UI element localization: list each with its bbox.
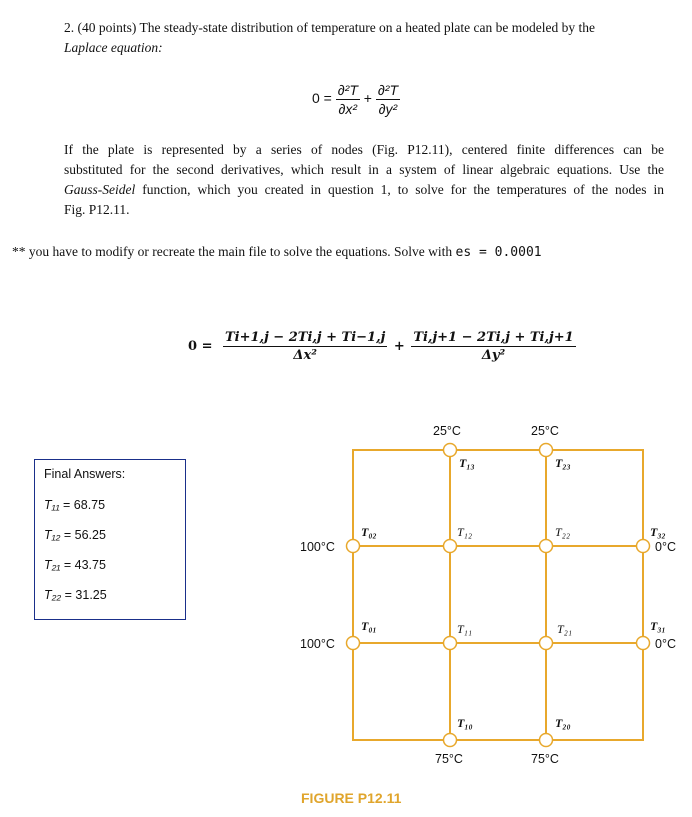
label-T10: T₁₀ [457,716,473,730]
gauss-seidel-text: Gauss-Seidel [64,182,136,197]
answer-t11-label: T₁₁ [44,498,60,512]
fd-lhs: 0 = [188,339,213,354]
boundary-top-right: 25°C [531,424,559,438]
answer-t21-label: T₂₁ [44,558,61,572]
problem-intro-italic: Laplace equation: [64,40,163,55]
node-T23 [540,444,553,457]
note-prefix: ** you have to modify or recreate the main file to solve the equations. Solve with [12,244,456,259]
node-T21 [540,637,553,650]
problem-points: (40 points) [77,20,137,35]
answer-t21-value: = 43.75 [63,558,106,572]
label-T12: T₁₂ [457,525,473,539]
fd-term2-den: Δy² [481,348,506,363]
node-T12 [444,540,457,553]
node-markers [347,444,650,747]
problem-number: 2. [64,20,75,35]
node-T11 [444,637,457,650]
label-T31: T₃₁ [650,619,666,633]
answer-t22-label: T₂₂ [44,588,62,602]
answer-t22-value: = 31.25 [64,588,107,602]
fd-term1-den: Δx² [293,348,317,363]
fd-plus: + [393,339,405,354]
answer-t12-label: T₁₂ [44,528,61,542]
figure-caption: FIGURE P12.11 [301,790,402,806]
paragraph-line-3-rest: function, which you created in question 1, to solve for the temperatures of the nodes in [135,182,664,197]
node-T10 [444,734,457,747]
label-T23: T₂₃ [555,456,571,470]
node-T13 [444,444,457,457]
boundary-bottom-left: 75°C [435,752,463,766]
label-T32: T₃₂ [650,525,666,539]
paragraph-line-2: substituted for the second derivatives, which result in a system of linear algebraic equations. Use the [64,162,664,177]
answer-t12-value: = 56.25 [63,528,106,542]
fd-term2-num: Ti,j+1 − 2Ti,j + Ti,j+1 [413,330,574,345]
paragraph-line-4: Fig. P12.11. [64,202,130,217]
laplace-term2-num: ∂²T [377,82,398,98]
node-T31 [637,637,650,650]
boundary-right-upper: 0°C [655,540,676,554]
node-T02 [347,540,360,553]
label-T21: T₂₁ [557,622,573,636]
label-T01: T₀₁ [361,619,377,633]
note-code: es = 0.0001 [455,245,542,260]
label-T02: T₀₂ [361,525,377,539]
laplace-plus: + [363,90,372,107]
node-T22 [540,540,553,553]
node-T32 [637,540,650,553]
fd-term1-num: Ti+1,j − 2Ti,j + Ti−1,j [225,330,386,345]
plate-outline [353,450,643,740]
final-answers-title: Final Answers: [44,467,126,481]
node-T01 [347,637,360,650]
laplace-term1-num: ∂²T [337,82,358,98]
boundary-right-lower: 0°C [655,637,676,651]
node-T20 [540,734,553,747]
label-T22: T₂₂ [555,525,571,539]
label-T20: T₂₀ [555,716,571,730]
paragraph-line-1: If the plate is represented by a series of nodes (Fig. P12.11), centered finite differences can be [64,142,664,157]
label-T13: T₁₃ [459,456,475,470]
answer-t11-value: = 68.75 [63,498,106,512]
laplace-term2-den: ∂y² [378,101,398,117]
label-T11: T₁₁ [457,622,473,636]
boundary-top-left: 25°C [433,424,461,438]
boundary-left-upper: 100°C [300,540,335,554]
problem-intro: The steady-state distribution of temperature on a heated plate can be modeled by the [139,20,595,35]
laplace-lhs: 0 = [312,90,332,107]
laplace-term1-den: ∂x² [338,101,358,117]
boundary-left-lower: 100°C [300,637,335,651]
boundary-bottom-right: 75°C [531,752,559,766]
plate-grid-lines [353,450,643,740]
